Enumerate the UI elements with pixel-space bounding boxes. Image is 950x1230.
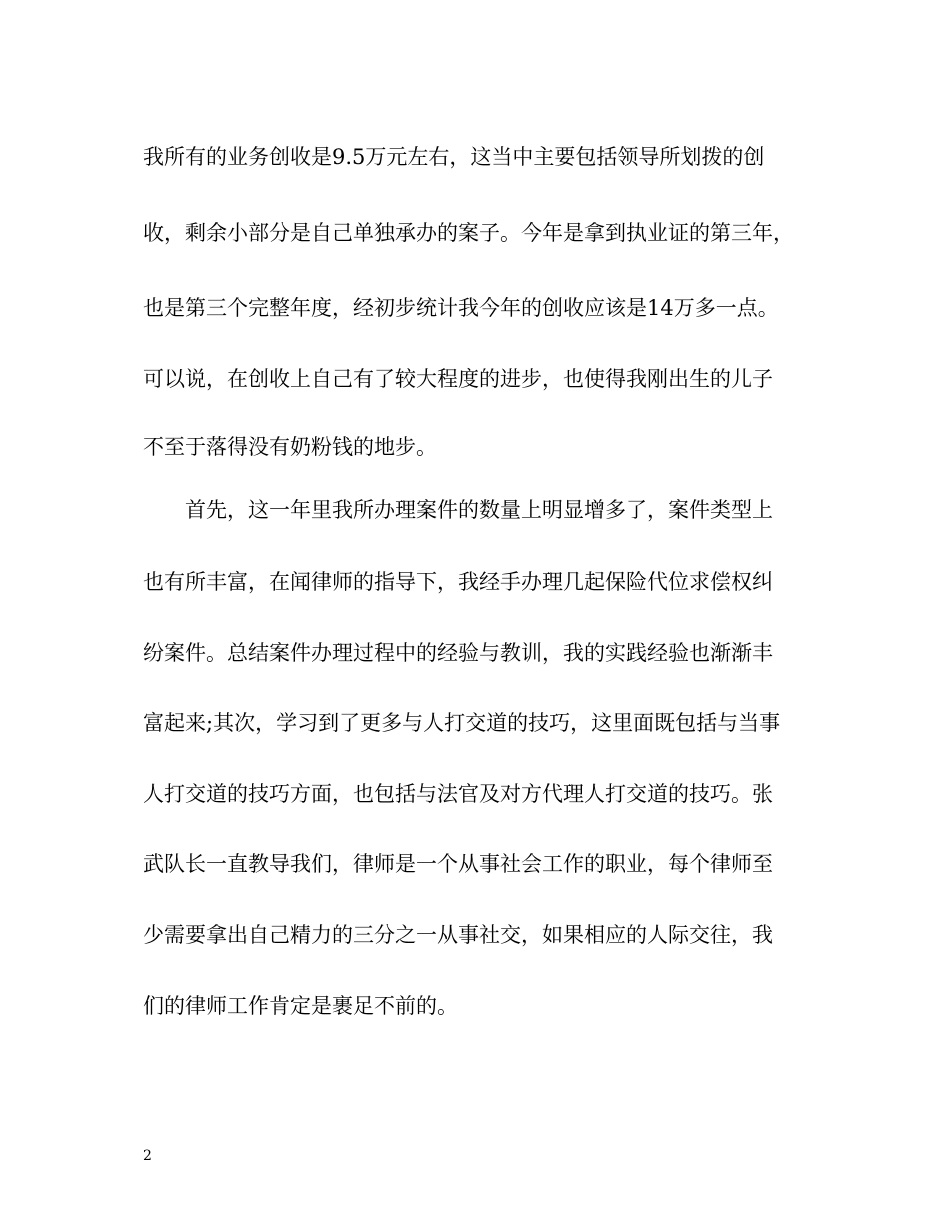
text-line: 也是第三个完整年度，经初步统计我今年的创收应该是14万多一点。 [143, 296, 779, 320]
text-line: 可以说，在创收上自己有了较大程度的进步，也使得我刚出生的儿子 [143, 367, 773, 391]
text-line: 也有所丰富，在闻律师的指导下，我经手办理几起保险代位求偿权纠 [143, 570, 773, 594]
text-line: 人打交道的技巧方面，也包括与法官及对方代理人打交道的技巧。张 [143, 782, 773, 806]
text-line: 收，剩余小部分是自己单独承办的案子。今年是拿到执业证的第三年， [143, 221, 794, 245]
page-number: 2 [143, 1148, 152, 1164]
text-line: 首先，这一年里我所办理案件的数量上明显增多了，案件类型上 [143, 498, 773, 522]
text-line: 少需要拿出自己精力的三分之一从事社交，如果相应的人际交往，我 [143, 923, 773, 947]
text-line: 富起来;其次，学习到了更多与人打交道的技巧，这里面既包括与当事 [143, 711, 781, 735]
text-line: 们的律师工作肯定是裹足不前的。 [143, 994, 458, 1018]
text-line: 我所有的业务创收是9.5万元左右，这当中主要包括领导所划拨的创 [143, 145, 765, 169]
text-line: 不至于落得没有奶粉钱的地步。 [143, 435, 437, 459]
text-line: 武队长一直教导我们，律师是一个从事社会工作的职业，每个律师至 [143, 852, 773, 876]
text-line: 纷案件。总结案件办理过程中的经验与教训，我的实践经验也渐渐丰 [143, 641, 773, 665]
